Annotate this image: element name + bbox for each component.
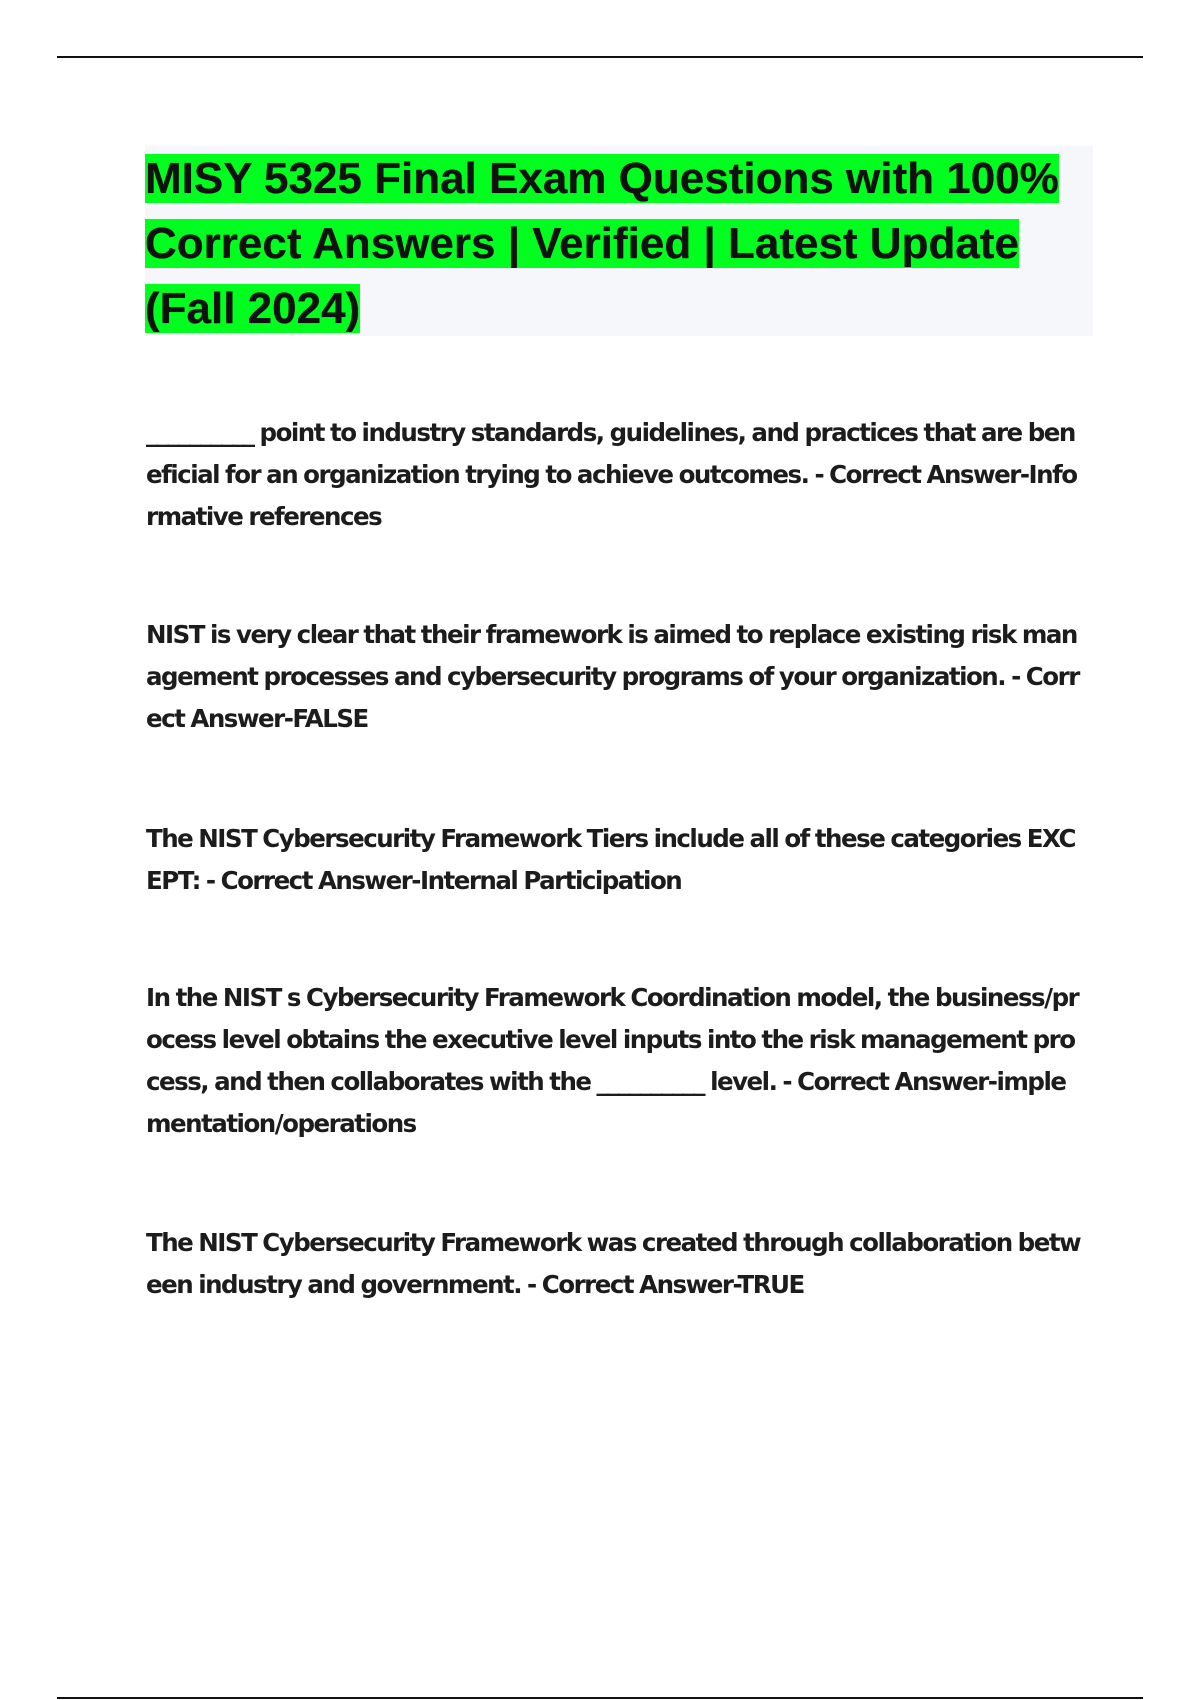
question-text: The NIST Cybersecurity Framework was created through collaboration between industry and government. - [146,1228,1081,1299]
qa-item-3 [146,818,1081,902]
question-text: NIST is very clear that their framework is aimed to replace existing risk management processes and cybersecurity programs of your organization. - [146,620,1077,691]
qa-item-4 [146,977,1081,1145]
qa-item-5 [146,1222,1081,1306]
question-text: In the NIST s Cybersecurity Framework Coordination model, the business/process level obtains the executive level inputs into the risk management process, and then collaborates with the __________ level. - [146,983,1079,1096]
answer-text: Internal Participation [419,866,682,895]
answer-text: implementation/operations [146,1067,1066,1138]
title-block [145,146,1093,336]
answer-prefix: Correct Answer- [829,460,1029,489]
bottom-rule [57,1697,1143,1699]
qa-item-2 [146,614,1081,740]
question-text: __________ point to industry standards, guidelines, and practices that are beneficial for an organization trying to achieve outcomes. - [146,418,1075,489]
page-title-text: MISY 5325 Final Exam Questions with 100% Correct Answers | Verified | Latest Update (Fall 2024) [145,154,1059,333]
answer-text: FALSE [292,704,368,733]
qa-item-1 [146,412,1081,538]
answer-prefix: Correct Answer- [146,662,1079,733]
answer-prefix: Correct Answer- [541,1270,738,1299]
top-rule [57,56,1143,58]
answer-text: Informative references [146,460,1077,531]
question-text: The NIST Cybersecurity Framework Tiers include all of these categories EXCEPT: - [146,824,1076,895]
answer-prefix: Correct Answer- [220,866,420,895]
answer-text: TRUE [737,1270,804,1299]
page-title [145,146,1093,341]
answer-prefix: Correct Answer- [797,1067,997,1096]
